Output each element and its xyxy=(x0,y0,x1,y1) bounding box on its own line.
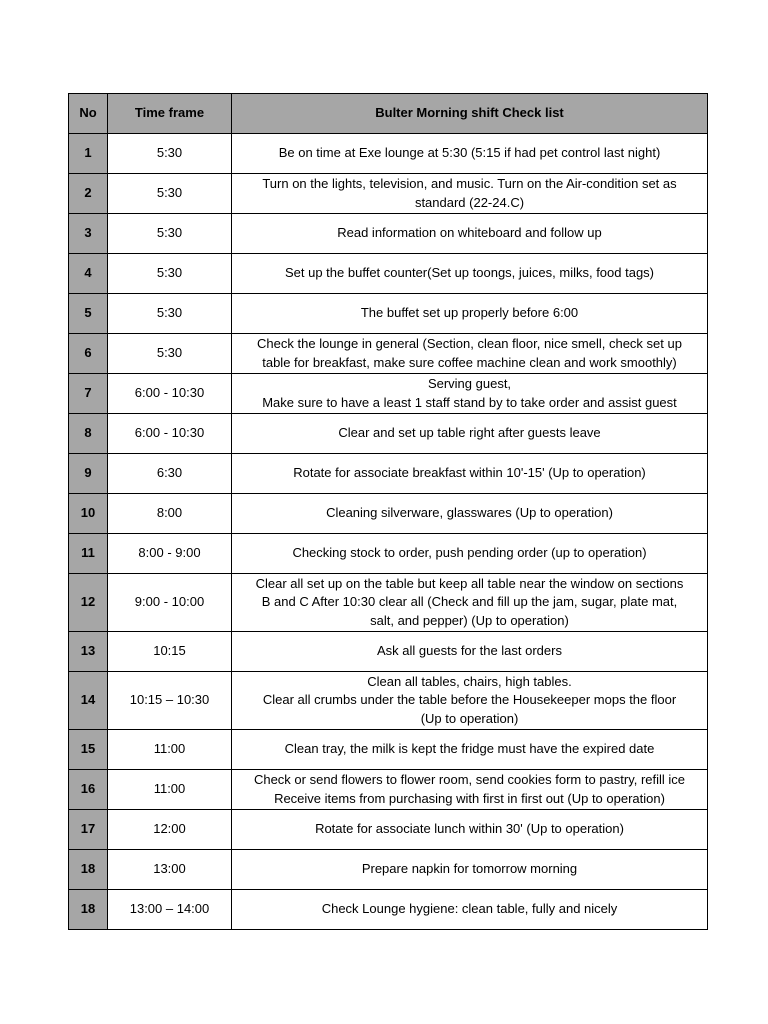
task-line: Clean tray, the milk is kept the fridge must have the expired date xyxy=(284,741,655,757)
table-row xyxy=(69,334,708,374)
header-no: No xyxy=(69,94,108,134)
row-time-frame: 10:15 – 10:30 xyxy=(108,672,232,730)
task-line: Ask all guests for the last orders xyxy=(377,643,562,659)
row-time-frame: 13:00 xyxy=(108,850,232,890)
row-number: 1 xyxy=(69,134,108,174)
row-time-frame: 5:30 xyxy=(108,134,232,174)
header-title: Bulter Morning shift Check list xyxy=(232,94,708,134)
table-row xyxy=(69,730,708,770)
task-line: Clear all set up on the table but keep all table near the window on sections xyxy=(255,575,684,591)
row-number: 7 xyxy=(69,374,108,414)
row-time-frame: 5:30 xyxy=(108,334,232,374)
table-row xyxy=(69,134,708,174)
task-line: Receive items from purchasing with first in first out (Up to operation) xyxy=(274,790,665,806)
table-row xyxy=(69,174,708,214)
row-task xyxy=(232,672,708,730)
checklist-table xyxy=(68,93,708,930)
task-line: Prepare napkin for tomorrow morning xyxy=(361,861,578,877)
task-line: table for breakfast, make sure coffee machine clean and work smoothly) xyxy=(262,354,677,370)
table-row xyxy=(69,414,708,454)
table-row xyxy=(69,494,708,534)
row-time-frame: 11:00 xyxy=(108,770,232,810)
row-task xyxy=(232,454,708,494)
task-line: Make sure to have a least 1 staff stand by to take order and assist guest xyxy=(262,394,677,410)
row-task xyxy=(232,730,708,770)
task-line: Rotate for associate lunch within 30' (Up to operation) xyxy=(315,821,624,837)
row-time-frame: 8:00 xyxy=(108,494,232,534)
table-row xyxy=(69,632,708,672)
table-row xyxy=(69,374,708,414)
table-row xyxy=(69,810,708,850)
row-number: 18 xyxy=(69,850,108,890)
task-line: Check the lounge in general (Section, clean floor, nice smell, check set up xyxy=(257,336,682,351)
row-time-frame: 10:15 xyxy=(108,632,232,672)
task-line: The buffet set up properly before 6:00 xyxy=(360,305,579,321)
task-line: Check Lounge hygiene: clean table, fully and nicely xyxy=(321,901,618,917)
row-task xyxy=(232,890,708,930)
row-task xyxy=(232,534,708,574)
row-task xyxy=(232,334,708,374)
task-line: Serving guest, xyxy=(427,376,512,391)
row-time-frame: 6:00 - 10:30 xyxy=(108,414,232,454)
row-number: 6 xyxy=(69,334,108,374)
row-task xyxy=(232,494,708,534)
row-task xyxy=(232,810,708,850)
task-line: Turn on the lights, television, and music. Turn on the Air-condition set as xyxy=(262,176,677,191)
task-line: Rotate for associate breakfast within 10'-15' (Up to operation) xyxy=(293,465,646,481)
row-number: 10 xyxy=(69,494,108,534)
header-time-frame: Time frame xyxy=(108,94,232,134)
task-line: Be on time at Exe lounge at 5:30 (5:15 if had pet control last night) xyxy=(278,145,661,161)
row-time-frame: 8:00 - 9:00 xyxy=(108,534,232,574)
row-number: 15 xyxy=(69,730,108,770)
row-number: 9 xyxy=(69,454,108,494)
task-line: Clean all tables, chairs, high tables. xyxy=(367,673,572,689)
row-time-frame: 5:30 xyxy=(108,254,232,294)
checklist-body xyxy=(69,134,708,930)
row-number: 11 xyxy=(69,534,108,574)
table-row xyxy=(69,574,708,632)
task-line: B and C After 10:30 clear all (Check and fill up the jam, sugar, plate mat, xyxy=(261,594,678,610)
row-time-frame: 6:30 xyxy=(108,454,232,494)
table-row xyxy=(69,254,708,294)
row-number: 2 xyxy=(69,174,108,214)
task-line: Clear all crumbs under the table before the Housekeeper mops the floor xyxy=(262,692,677,708)
table-row xyxy=(69,770,708,810)
table-row xyxy=(69,890,708,930)
row-time-frame: 9:00 - 10:00 xyxy=(108,574,232,632)
row-time-frame: 5:30 xyxy=(108,214,232,254)
row-time-frame: 13:00 – 14:00 xyxy=(108,890,232,930)
checklist-sheet xyxy=(68,93,707,930)
table-row xyxy=(69,454,708,494)
task-line: Checking stock to order, push pending order (up to operation) xyxy=(292,545,647,561)
table-row xyxy=(69,534,708,574)
row-time-frame: 12:00 xyxy=(108,810,232,850)
table-row xyxy=(69,850,708,890)
row-task xyxy=(232,632,708,672)
row-number: 13 xyxy=(69,632,108,672)
row-task xyxy=(232,574,708,632)
row-time-frame: 11:00 xyxy=(108,730,232,770)
row-number: 14 xyxy=(69,672,108,730)
row-task xyxy=(232,174,708,214)
row-number: 16 xyxy=(69,770,108,810)
row-number: 3 xyxy=(69,214,108,254)
row-number: 5 xyxy=(69,294,108,334)
row-number: 12 xyxy=(69,574,108,632)
row-time-frame: 5:30 xyxy=(108,294,232,334)
task-line: Read information on whiteboard and follow up xyxy=(337,225,602,241)
row-task xyxy=(232,214,708,254)
table-row xyxy=(69,672,708,730)
table-row xyxy=(69,214,708,254)
task-line: salt, and pepper) (Up to operation) xyxy=(370,612,569,628)
row-number: 8 xyxy=(69,414,108,454)
row-task xyxy=(232,294,708,334)
row-time-frame: 6:00 - 10:30 xyxy=(108,374,232,414)
row-number: 4 xyxy=(69,254,108,294)
row-number: 17 xyxy=(69,810,108,850)
task-line: Cleaning silverware, glasswares (Up to operation) xyxy=(326,505,613,521)
row-task xyxy=(232,850,708,890)
task-line: Clear and set up table right after guests leave xyxy=(338,425,601,441)
row-task xyxy=(232,134,708,174)
row-number: 18 xyxy=(69,890,108,930)
row-task xyxy=(232,770,708,810)
task-line: Check or send flowers to flower room, send cookies form to pastry, refill ice xyxy=(253,772,686,787)
header-row xyxy=(69,94,708,134)
task-line: (Up to operation) xyxy=(420,710,519,726)
row-time-frame: 5:30 xyxy=(108,174,232,214)
row-task xyxy=(232,374,708,414)
table-row xyxy=(69,294,708,334)
row-task xyxy=(232,254,708,294)
task-line: standard (22-24.C) xyxy=(414,194,525,210)
task-line: Set up the buffet counter(Set up toongs, juices, milks, food tags) xyxy=(284,265,655,281)
row-task xyxy=(232,414,708,454)
